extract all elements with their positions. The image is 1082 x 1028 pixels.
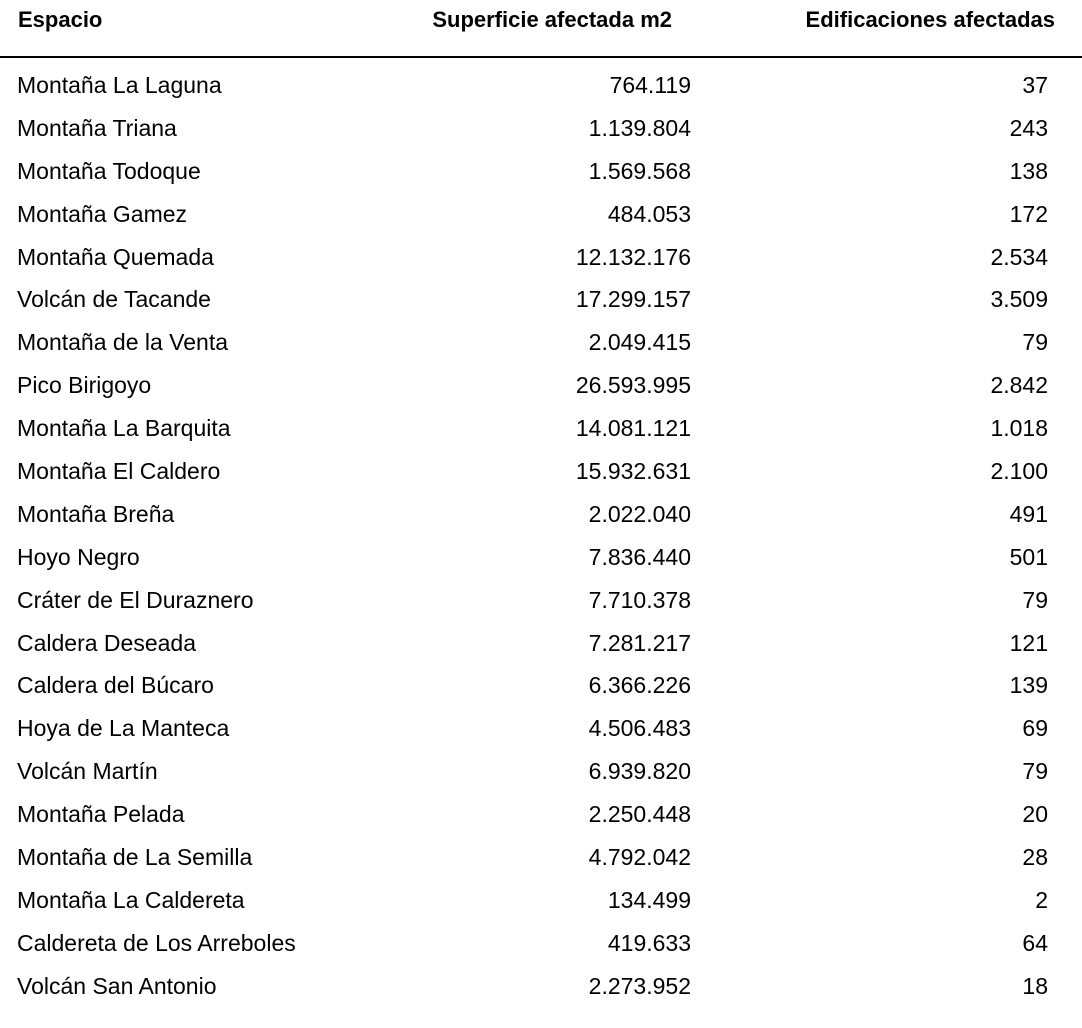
table-row bbox=[0, 321, 1082, 364]
table-row bbox=[0, 278, 1082, 321]
cell-superficie: 1.139.804 bbox=[588, 114, 691, 141]
cell-espacio: Montaña Pelada bbox=[17, 801, 185, 828]
cell-espacio: Volcán Martín bbox=[17, 758, 158, 785]
header-espacio: Espacio bbox=[18, 7, 103, 32]
cell-espacio: Montaña de la Venta bbox=[17, 329, 228, 356]
cell-superficie: 484.053 bbox=[607, 200, 691, 227]
table-row bbox=[0, 64, 1082, 107]
cell-superficie: 7.281.217 bbox=[588, 629, 691, 656]
table-row bbox=[0, 879, 1082, 922]
cell-edificaciones: 3.509 bbox=[990, 286, 1048, 313]
cell-edificaciones: 79 bbox=[1022, 329, 1048, 356]
cell-espacio: Hoya de La Manteca bbox=[17, 715, 230, 742]
cell-superficie: 4.506.483 bbox=[588, 715, 691, 742]
table-header bbox=[0, 0, 1082, 40]
cell-espacio: Caldera del Búcaro bbox=[17, 672, 214, 699]
cell-edificaciones: 172 bbox=[1009, 200, 1048, 227]
cell-espacio: Caldereta de Los Arreboles bbox=[17, 929, 296, 956]
table-row bbox=[0, 664, 1082, 707]
cell-edificaciones: 64 bbox=[1022, 929, 1048, 956]
table-row bbox=[0, 579, 1082, 622]
cell-espacio: Hoyo Negro bbox=[17, 543, 140, 570]
cell-superficie: 2.273.952 bbox=[588, 972, 691, 999]
cell-espacio: Volcán de Tacande bbox=[17, 286, 211, 313]
table-row bbox=[0, 750, 1082, 793]
cell-edificaciones: 2 bbox=[1035, 886, 1048, 913]
table-row bbox=[0, 364, 1082, 407]
cell-superficie: 14.081.121 bbox=[575, 415, 691, 442]
table-row bbox=[0, 150, 1082, 193]
table-row bbox=[0, 793, 1082, 836]
table-row bbox=[0, 536, 1082, 579]
header-superficie: Superficie afectada m2 bbox=[432, 7, 672, 32]
table-row bbox=[0, 193, 1082, 236]
cell-espacio: Montaña La Caldereta bbox=[17, 886, 245, 913]
cell-superficie: 6.366.226 bbox=[588, 672, 691, 699]
cell-espacio: Montaña La Laguna bbox=[17, 72, 222, 98]
cell-edificaciones: 139 bbox=[1009, 672, 1048, 699]
table-row bbox=[0, 450, 1082, 493]
table-row bbox=[0, 965, 1082, 1008]
table-row bbox=[0, 236, 1082, 279]
cell-superficie: 2.250.448 bbox=[588, 801, 691, 828]
cell-espacio: Montaña Quemada bbox=[17, 243, 214, 270]
cell-espacio: Montaña de La Semilla bbox=[17, 844, 253, 871]
cell-espacio: Montaña Triana bbox=[17, 114, 177, 141]
cell-superficie: 7.710.378 bbox=[588, 586, 691, 613]
cell-edificaciones: 501 bbox=[1009, 543, 1048, 570]
header-edificaciones: Edificaciones afectadas bbox=[805, 7, 1055, 32]
cell-edificaciones: 138 bbox=[1009, 157, 1048, 184]
cell-edificaciones: 243 bbox=[1009, 114, 1048, 141]
cell-edificaciones: 121 bbox=[1009, 629, 1048, 656]
cell-edificaciones: 79 bbox=[1022, 586, 1048, 613]
table-row bbox=[0, 707, 1082, 750]
cell-superficie: 6.939.820 bbox=[588, 758, 691, 785]
table-row bbox=[0, 493, 1082, 536]
cell-espacio: Montaña El Caldero bbox=[17, 458, 221, 485]
table-row bbox=[0, 107, 1082, 150]
cell-espacio: Montaña Gamez bbox=[17, 200, 188, 227]
cell-edificaciones: 2.842 bbox=[990, 372, 1048, 399]
cell-superficie: 7.836.440 bbox=[588, 543, 691, 570]
cell-edificaciones: 2.100 bbox=[990, 458, 1048, 485]
cell-superficie: 134.499 bbox=[607, 886, 691, 913]
cell-espacio: Caldera Deseada bbox=[17, 629, 197, 656]
cell-superficie: 12.132.176 bbox=[575, 243, 691, 270]
cell-espacio: Montaña La Barquita bbox=[17, 415, 231, 442]
cell-superficie: 26.593.995 bbox=[575, 372, 691, 399]
table-body bbox=[0, 64, 1082, 1008]
table-row bbox=[0, 407, 1082, 450]
cell-espacio: Pico Birigoyo bbox=[17, 372, 152, 399]
header-divider bbox=[0, 56, 1082, 58]
cell-superficie: 2.049.415 bbox=[588, 329, 691, 356]
cell-superficie: 17.299.157 bbox=[575, 286, 691, 313]
cell-espacio: Volcán San Antonio bbox=[17, 972, 217, 999]
cell-edificaciones: 20 bbox=[1022, 801, 1048, 828]
cell-edificaciones: 18 bbox=[1022, 972, 1048, 999]
cell-edificaciones: 2.534 bbox=[990, 243, 1048, 270]
cell-superficie: 419.633 bbox=[607, 929, 691, 956]
table-row bbox=[0, 622, 1082, 665]
cell-edificaciones: 1.018 bbox=[990, 415, 1048, 442]
cell-superficie: 4.792.042 bbox=[588, 844, 691, 871]
cell-edificaciones: 28 bbox=[1022, 844, 1048, 871]
cell-espacio: Cráter de El Duraznero bbox=[17, 586, 254, 613]
cell-espacio: Montaña Todoque bbox=[17, 157, 201, 184]
cell-edificaciones: 37 bbox=[1022, 72, 1048, 98]
cell-superficie: 764.119 bbox=[609, 72, 691, 98]
cell-superficie: 2.022.040 bbox=[588, 500, 691, 527]
table-row bbox=[0, 836, 1082, 879]
cell-edificaciones: 69 bbox=[1022, 715, 1048, 742]
cell-edificaciones: 79 bbox=[1022, 758, 1048, 785]
cell-superficie: 1.569.568 bbox=[588, 157, 691, 184]
cell-espacio: Montaña Breña bbox=[17, 500, 175, 527]
cell-superficie: 15.932.631 bbox=[575, 458, 691, 485]
cell-edificaciones: 491 bbox=[1009, 500, 1048, 527]
table-row bbox=[0, 922, 1082, 965]
